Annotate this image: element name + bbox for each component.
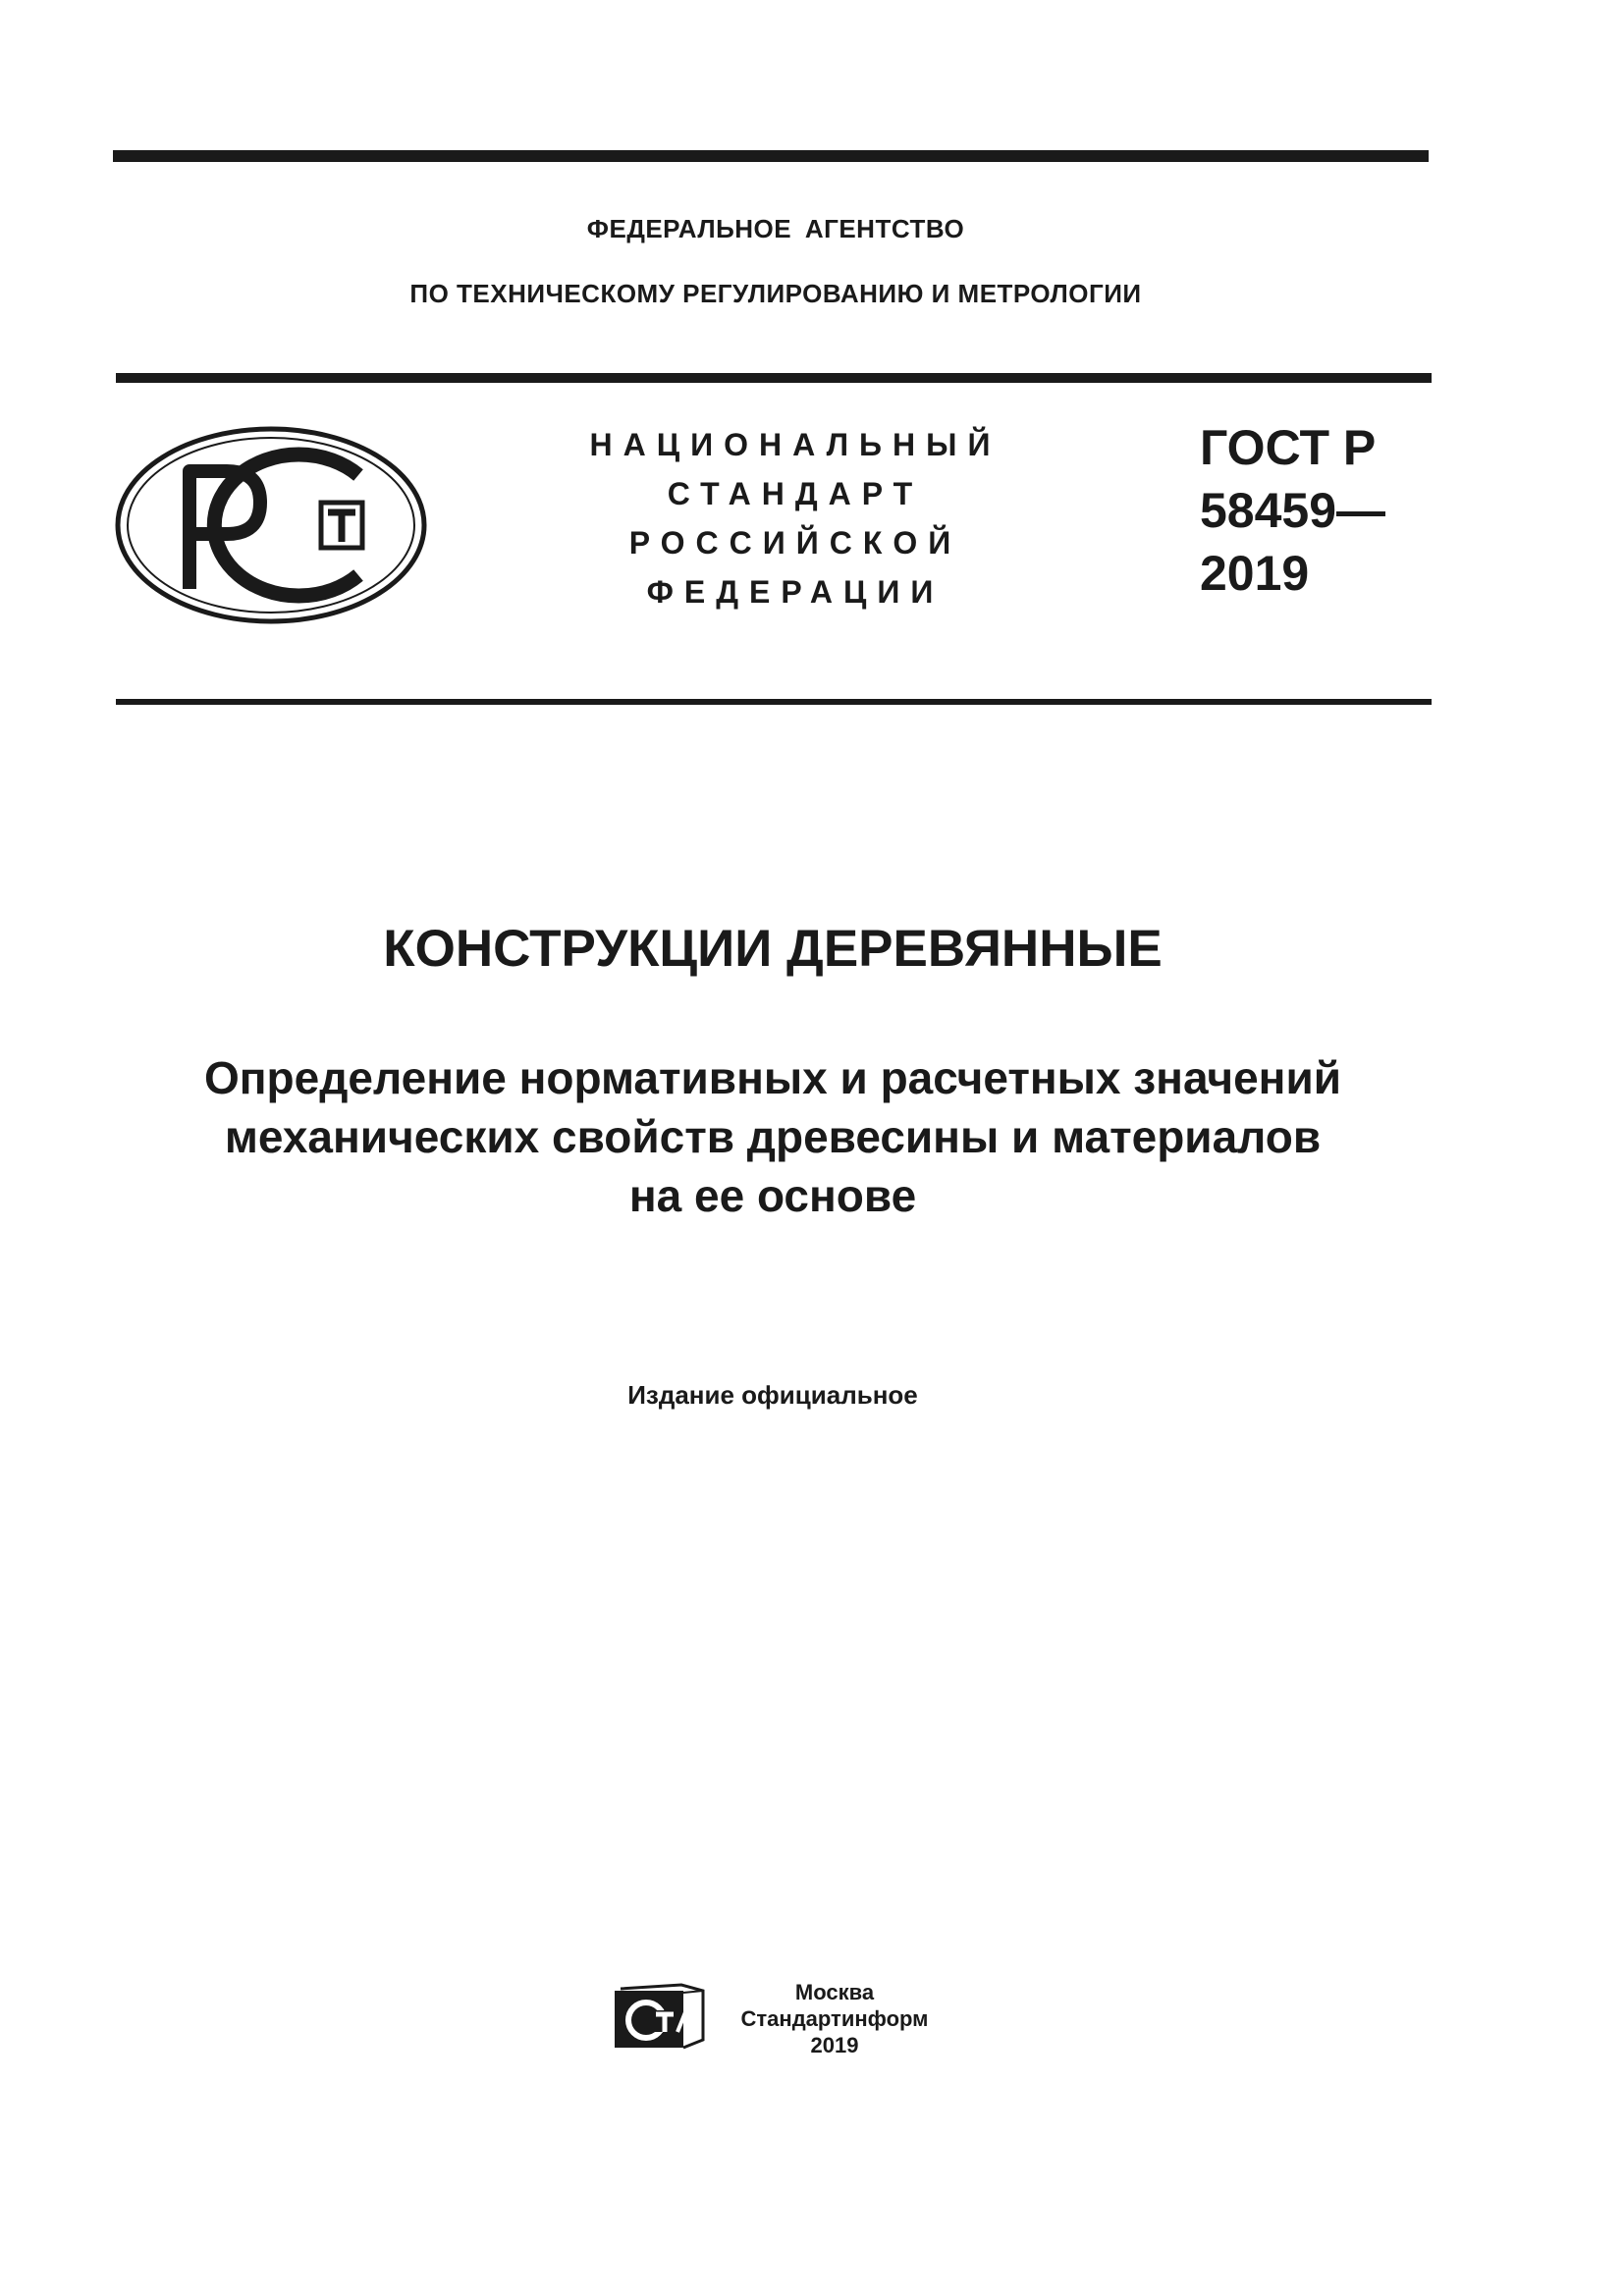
document-subtitle — [0, 1048, 1545, 1225]
agency-name-line-1: ФЕДЕРАЛЬНОЕ АГЕНТСТВО — [586, 214, 965, 243]
subtitle-line-1: Определение нормативных и расчетных значений — [203, 1052, 1342, 1103]
national-line-1: НАЦИОНАЛЬНЫЙ — [589, 427, 1001, 462]
edition-label: Издание официальное — [627, 1380, 918, 1410]
standard-designation — [1200, 416, 1385, 605]
publisher-year: 2019 — [810, 2033, 859, 2057]
designation-line-3: 2019 — [1200, 546, 1310, 601]
national-line-3: РОССИЙСКОЙ — [628, 525, 962, 561]
publisher-info — [717, 1979, 952, 2058]
national-line-2: СТАНДАРТ — [667, 476, 924, 511]
agency-name-line-2: ПО ТЕХНИЧЕСКОМУ РЕГУЛИРОВАНИЮ И МЕТРОЛОГИИ — [409, 279, 1142, 308]
subtitle-line-3: на ее основе — [628, 1170, 917, 1221]
document-title: КОНСТРУКЦИИ ДЕРЕВЯННЫЕ — [383, 920, 1163, 978]
top-rule — [113, 150, 1429, 162]
designation-line-2: 58459— — [1200, 483, 1386, 538]
standartinform-logo-icon — [613, 1981, 707, 2052]
rst-certification-mark-icon — [113, 424, 429, 626]
publisher-city: Москва — [794, 1980, 875, 2004]
middle-rule — [116, 373, 1432, 383]
subtitle-line-2: механических свойств древесины и материалов — [224, 1111, 1322, 1162]
lower-rule — [116, 699, 1432, 705]
national-standard-label — [550, 420, 1041, 616]
publisher-name: Стандартинформ — [740, 2006, 929, 2031]
national-line-4: ФЕДЕРАЦИИ — [646, 574, 945, 610]
designation-line-1: ГОСТ Р — [1200, 420, 1377, 475]
